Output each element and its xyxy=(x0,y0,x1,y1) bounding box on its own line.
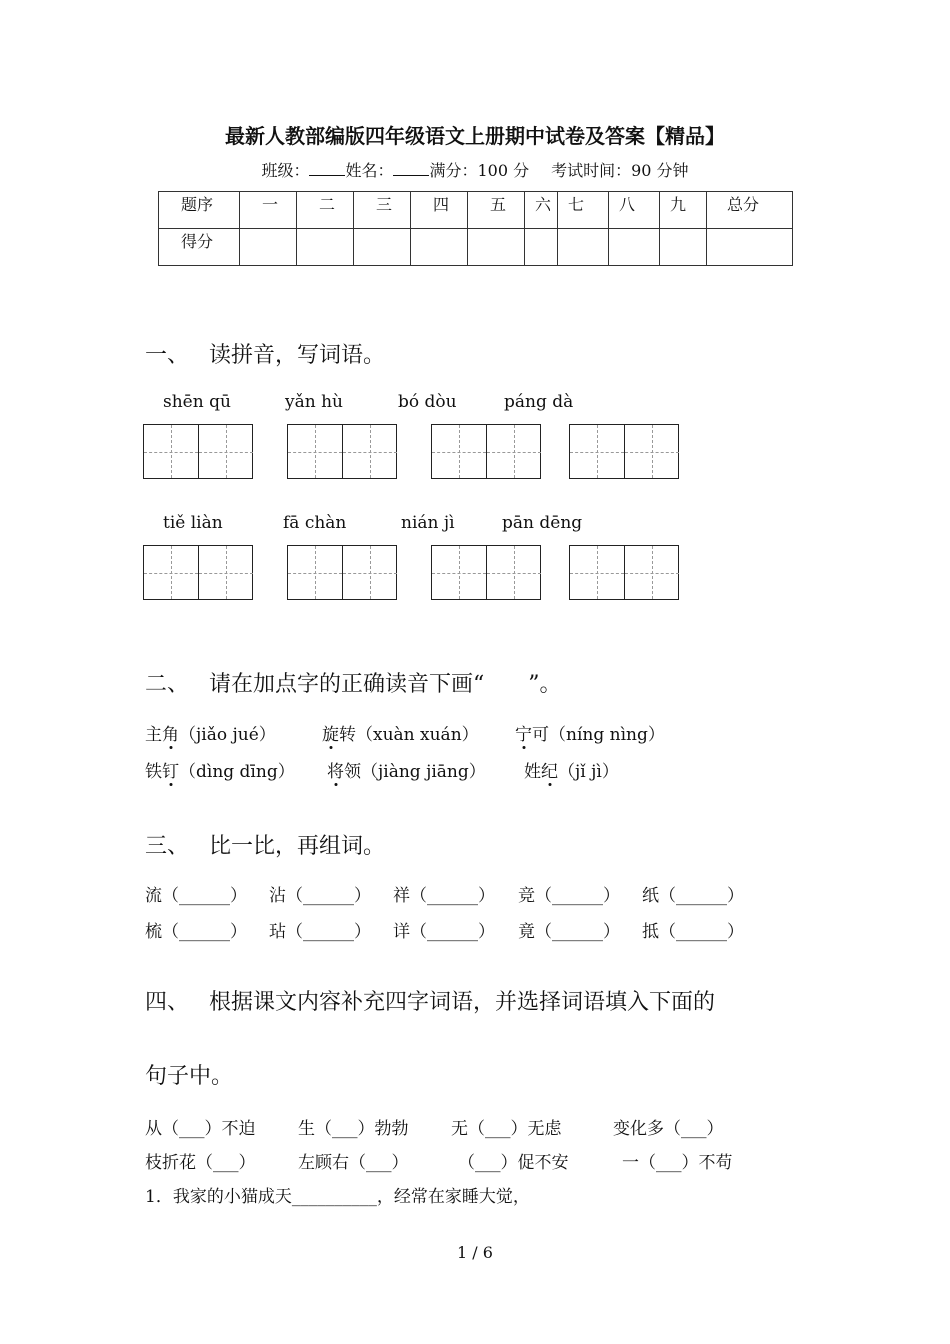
idiom-item[interactable]: 从（___）不迫 xyxy=(145,1119,256,1139)
page-title: 最新人教部编版四年级语文上册期中试卷及答案【精品】 xyxy=(225,124,725,148)
score-cell[interactable] xyxy=(354,229,411,266)
exam-info xyxy=(0,158,950,181)
table-cell: 总分 xyxy=(707,192,793,229)
idiom-item[interactable]: 生（___）勃勃 xyxy=(298,1119,409,1139)
writing-grid[interactable] xyxy=(287,424,397,479)
score-table xyxy=(158,191,793,266)
pinyin: fā chàn xyxy=(283,513,347,533)
writing-grid[interactable] xyxy=(569,545,679,600)
score-table-header-row xyxy=(159,192,793,229)
section-2-heading xyxy=(145,667,562,698)
score-cell[interactable] xyxy=(525,229,558,266)
compare-item[interactable]: 沾（______） xyxy=(269,886,371,906)
section-number: 三、 xyxy=(145,834,190,859)
table-cell: 得分 xyxy=(159,229,240,266)
score-cell[interactable] xyxy=(411,229,468,266)
dotted-char: 角 xyxy=(162,720,179,745)
pinyin-options[interactable]: （jiǎo jué） xyxy=(179,725,276,745)
section-number: 一、 xyxy=(145,343,190,368)
writing-grid[interactable] xyxy=(431,424,541,479)
compare-item[interactable]: 玷（______） xyxy=(269,922,371,942)
exam-time: 考试时间：90 分钟 xyxy=(551,161,689,180)
section-title: 请在加点字的正确读音下画“ ”。 xyxy=(209,672,562,697)
table-cell: 四 xyxy=(411,192,468,229)
compare-item[interactable]: 祥（______） xyxy=(393,886,495,906)
score-cell[interactable] xyxy=(660,229,707,266)
dotted-char: 将 xyxy=(327,757,344,782)
compare-item[interactable]: 流（______） xyxy=(145,886,247,906)
writing-grid[interactable] xyxy=(143,424,253,479)
score-table-score-row xyxy=(159,229,793,266)
writing-grid[interactable] xyxy=(287,545,397,600)
table-cell: 八 xyxy=(609,192,660,229)
score-cell[interactable] xyxy=(240,229,297,266)
pinyin: pān dēng xyxy=(502,513,583,533)
compare-item[interactable]: 纸（______） xyxy=(642,886,744,906)
idiom-item[interactable]: 一（___）不苟 xyxy=(622,1153,733,1173)
section-title: 读拼音，写词语。 xyxy=(209,343,386,368)
score-cell[interactable] xyxy=(707,229,793,266)
compare-item[interactable]: 竞（______） xyxy=(518,886,620,906)
table-cell: 一 xyxy=(240,192,297,229)
pinyin-options[interactable]: （xuàn xuán） xyxy=(356,725,479,745)
compare-item[interactable]: 详（______） xyxy=(393,922,495,942)
score-cell[interactable] xyxy=(297,229,354,266)
writing-grid[interactable] xyxy=(431,545,541,600)
score-cell[interactable] xyxy=(609,229,660,266)
idiom-item[interactable]: 变化多（___） xyxy=(613,1119,724,1139)
compare-item[interactable]: 梳（______） xyxy=(145,922,247,942)
pinyin-options[interactable]: （jiàng jiāng） xyxy=(361,762,486,782)
table-cell: 九 xyxy=(660,192,707,229)
section-1-heading xyxy=(145,338,385,369)
compare-item[interactable]: 抵（______） xyxy=(642,922,744,942)
table-cell: 题序 xyxy=(159,192,240,229)
class-blank[interactable] xyxy=(309,161,345,176)
section-title: 根据课文内容补充四字词语，并选择词语填入下面的 xyxy=(209,990,716,1015)
score-cell[interactable] xyxy=(558,229,609,266)
pinyin: shēn qū xyxy=(163,392,231,412)
score-cell[interactable] xyxy=(468,229,525,266)
table-cell: 五 xyxy=(468,192,525,229)
table-cell: 二 xyxy=(297,192,354,229)
dotted-char: 钉 xyxy=(162,757,179,782)
section-3-heading xyxy=(145,829,385,860)
pinyin: tiě liàn xyxy=(163,513,223,533)
reading-item: 宁可（níng nìng） xyxy=(515,720,665,745)
reading-item: 主角（jiǎo jué） xyxy=(145,720,276,745)
reading-item: 将领（jiàng jiāng） xyxy=(327,757,486,782)
class-label: 班级： xyxy=(261,161,310,180)
full-score: 满分：100 分 xyxy=(429,161,530,180)
dotted-char: 纪 xyxy=(541,757,558,782)
pinyin: nián jì xyxy=(401,513,455,533)
table-cell: 三 xyxy=(354,192,411,229)
name-label: 姓名： xyxy=(345,161,394,180)
section-title: 比一比，再组词。 xyxy=(209,834,386,859)
dotted-char: 旋 xyxy=(322,720,339,745)
pinyin: yǎn hù xyxy=(285,392,343,412)
idiom-item[interactable]: （___）促不安 xyxy=(458,1153,569,1173)
name-blank[interactable] xyxy=(393,161,429,176)
writing-grid[interactable] xyxy=(143,545,253,600)
table-cell: 六 xyxy=(525,192,558,229)
section-number: 四、 xyxy=(145,990,190,1015)
table-cell: 七 xyxy=(558,192,609,229)
reading-item: 旋转（xuàn xuán） xyxy=(322,720,479,745)
pinyin-options[interactable]: （jǐ jì） xyxy=(558,762,619,782)
section-number: 二、 xyxy=(145,672,190,697)
question-1[interactable]: 1．我家的小猫成天__________，经常在家睡大觉， xyxy=(145,1187,530,1207)
writing-grid[interactable] xyxy=(569,424,679,479)
pinyin-options[interactable]: （níng nìng） xyxy=(549,725,665,745)
compare-item[interactable]: 竟（______） xyxy=(518,922,620,942)
pinyin: bó dòu xyxy=(398,392,457,412)
idiom-item[interactable]: 枝折花（___） xyxy=(145,1153,256,1173)
reading-item: 铁钉（dìng dīng） xyxy=(145,757,295,782)
reading-item: 姓纪（jǐ jì） xyxy=(524,757,619,782)
pinyin-options[interactable]: （dìng dīng） xyxy=(179,762,295,782)
idiom-item[interactable]: 左顾右（___） xyxy=(298,1153,409,1173)
page-number: 1 / 6 xyxy=(457,1243,493,1262)
section-4-heading xyxy=(145,985,715,1016)
idiom-item[interactable]: 无（___）无虑 xyxy=(451,1119,562,1139)
pinyin: páng dà xyxy=(504,392,574,412)
dotted-char: 宁 xyxy=(515,720,532,745)
section-4-heading-cont: 句子中。 xyxy=(145,1064,234,1089)
